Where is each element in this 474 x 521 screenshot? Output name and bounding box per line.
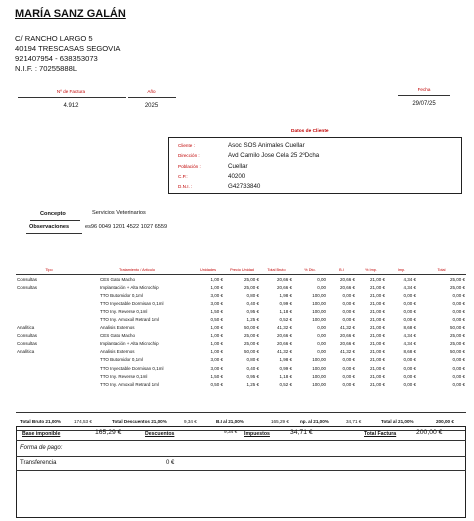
client-town-label: Población : <box>178 164 201 169</box>
cell-total: 0,00 € <box>452 357 465 363</box>
summary-rule-1 <box>16 440 466 441</box>
cell-tax: 0,00 € <box>403 365 416 371</box>
cell-discount: 0,00 <box>317 325 326 331</box>
concept-value: Servicios Veterinarios <box>92 210 146 216</box>
cell-type: Consultas <box>17 284 38 290</box>
cell-taxable-base: 41,32 € <box>339 349 355 355</box>
cell-type: Consultas <box>17 341 38 347</box>
cell-tax-rate: 21,00 € <box>369 308 385 314</box>
cell-treatment: Implantación + Alta Microchip <box>100 284 159 290</box>
cell-type <box>16 299 82 307</box>
payment-method-label: Forma de pago: <box>20 445 63 451</box>
cell-tax-rate: 21,00 € <box>369 325 385 331</box>
cell-tax: 8,68 € <box>403 325 416 331</box>
cell-discount: 100,00 <box>312 381 326 387</box>
cell-total: 0,00 € <box>452 317 465 323</box>
cell-taxable-base: 0,00 € <box>342 373 355 379</box>
issuer-phones: 921407954 - 638353073 <box>15 54 98 63</box>
invoice-number-label: Nº de Factura <box>56 89 86 94</box>
summary-base: 165,29 € <box>95 429 122 436</box>
cell-treatment: CES Gato Macho <box>100 333 136 339</box>
cell-gross: 1,98 € <box>279 357 292 363</box>
invoice-date-label: Fecha <box>417 87 431 92</box>
total-base-label: B.I al 21,00% <box>216 419 244 424</box>
cell-gross: 0,99 € <box>279 365 292 371</box>
cell-treatment: TTO Butomidor 0,1ml <box>100 292 143 298</box>
cell-tax-rate: 21,00 € <box>369 300 385 306</box>
table-row <box>16 356 466 364</box>
transfer-amount: 0 € <box>166 460 175 466</box>
cell-units: 1,00 € <box>210 276 223 282</box>
cell-total: 25,00 € <box>449 276 465 282</box>
cell-unit-price: 0,95 € <box>246 308 259 314</box>
cell-units: 3,00 € <box>210 300 223 306</box>
summary-taxes-label: Impuestos <box>244 431 270 437</box>
cell-taxable-base: 20,66 € <box>339 333 355 339</box>
cell-units: 1,50 € <box>210 373 223 379</box>
cell-total: 0,00 € <box>452 373 465 379</box>
cell-treatment: TTO Iny. Reverse 0,1ml <box>100 308 148 314</box>
total-amount-label: Total al 21,00% <box>381 419 414 424</box>
cell-gross: 0,99 € <box>279 300 292 306</box>
client-box <box>168 137 462 194</box>
cell-type <box>16 364 82 372</box>
cell-units: 0,50 € <box>210 317 223 323</box>
cell-type: Analítica <box>17 349 35 355</box>
cell-type: Analítica <box>17 325 35 331</box>
client-postcode-label: C.P.: <box>178 174 188 179</box>
cell-treatment: Analisis Externos <box>100 349 135 355</box>
invoice-number-rule <box>18 97 126 98</box>
cell-tax: 0,00 € <box>403 292 416 298</box>
cell-treatment: TTO Iny. Amoxoil Retrard 1ml <box>100 381 159 387</box>
cell-discount: 0,00 <box>317 284 326 290</box>
client-name: Asoc SOS Animales Cuellar <box>228 142 305 149</box>
cell-tax-rate: 21,00 € <box>369 357 385 363</box>
cell-taxable-base: 20,66 € <box>339 276 355 282</box>
table-row <box>16 348 466 356</box>
cell-type <box>16 315 82 323</box>
total-gross: 174,53 € <box>74 419 92 424</box>
cell-tax: 0,00 € <box>403 357 416 363</box>
cell-tax: 4,34 € <box>403 284 416 290</box>
cell-tax-rate: 21,00 € <box>369 341 385 347</box>
cell-units: 1,00 € <box>210 333 223 339</box>
cell-taxable-base: 20,66 € <box>339 284 355 290</box>
cell-tax: 0,00 € <box>403 381 416 387</box>
cell-taxable-base: 20,66 € <box>339 341 355 347</box>
cell-tax: 0,00 € <box>403 300 416 306</box>
summary-rule-2 <box>16 456 466 457</box>
cell-total: 0,00 € <box>452 300 465 306</box>
cell-units: 1,50 € <box>210 308 223 314</box>
cell-tax-rate: 21,00 € <box>369 373 385 379</box>
cell-total: 0,00 € <box>452 292 465 298</box>
cell-unit-price: 50,00 € <box>243 349 259 355</box>
cell-discount: 100,00 <box>312 308 326 314</box>
cell-taxable-base: 0,00 € <box>342 292 355 298</box>
cell-type <box>16 356 82 364</box>
cell-treatment: TTO Inyectable Dormisan 0,1ml <box>100 300 164 306</box>
cell-total: 50,00 € <box>449 349 465 355</box>
cell-discount: 0,00 <box>317 349 326 355</box>
cell-discount: 100,00 <box>312 373 326 379</box>
cell-unit-price: 25,00 € <box>243 333 259 339</box>
client-dni-label: D.N.I. : <box>178 184 193 189</box>
observations-label: Observaciones <box>29 224 70 230</box>
cell-discount: 0,00 <box>317 333 326 339</box>
col-header-tax-rate: % Imp. <box>356 266 386 275</box>
cell-discount: 0,00 <box>317 276 326 282</box>
cell-units: 3,00 € <box>210 292 223 298</box>
cell-type: Consultas <box>17 333 38 339</box>
col-header-discount: % Dto. <box>293 266 327 275</box>
cell-gross: 20,66 € <box>276 276 292 282</box>
invoice-year: 2025 <box>144 103 159 109</box>
table-row <box>16 291 466 299</box>
cell-tax: 8,68 € <box>403 349 416 355</box>
transfer-label: Transferencia <box>20 460 57 466</box>
table-row <box>16 307 466 315</box>
cell-total: 25,00 € <box>449 333 465 339</box>
cell-unit-price: 1,25 € <box>246 381 259 387</box>
cell-tax-rate: 21,00 € <box>369 333 385 339</box>
cell-gross: 20,66 € <box>276 284 292 290</box>
invoice-year-label: Año <box>147 89 156 94</box>
table-row <box>16 283 466 291</box>
summary-base-label: Base imponible <box>22 431 61 437</box>
cell-type: Consultas <box>17 276 38 282</box>
issuer-address: C/ RANCHO LARGO 5 <box>15 34 93 43</box>
cell-treatment: TTO Iny. Amoxoil Retrard 1ml <box>100 317 159 323</box>
col-header-units: Unidades <box>192 266 224 275</box>
col-header-taxable-base: B.I <box>327 266 356 275</box>
cell-taxable-base: 41,32 € <box>339 325 355 331</box>
invoice-date-rule <box>398 95 450 96</box>
cell-unit-price: 0,80 € <box>246 292 259 298</box>
invoice-year-rule <box>128 97 176 98</box>
cell-taxable-base: 0,00 € <box>342 300 355 306</box>
cell-gross: 0,52 € <box>279 317 292 323</box>
total-tax-label: np. al 21,00% <box>300 419 329 424</box>
cell-treatment: TTO Inyectable Dormisan 0,1ml <box>100 365 164 371</box>
cell-treatment: Implantación + Alta Microchip <box>100 341 159 347</box>
client-address-label: Dirección : <box>178 153 200 158</box>
cell-taxable-base: 0,00 € <box>342 308 355 314</box>
issuer-nif: N.I.F. : 70255888L <box>15 64 78 73</box>
cell-type <box>16 380 82 388</box>
cell-units: 0,50 € <box>210 381 223 387</box>
cell-tax: 4,34 € <box>403 276 416 282</box>
cell-tax-rate: 21,00 € <box>369 365 385 371</box>
cell-discount: 100,00 <box>312 357 326 363</box>
cell-tax: 4,34 € <box>403 333 416 339</box>
cell-gross: 20,66 € <box>276 341 292 347</box>
cell-gross: 1,18 € <box>279 373 292 379</box>
cell-units: 1,00 € <box>210 349 223 355</box>
cell-total: 50,00 € <box>449 325 465 331</box>
cell-type <box>16 372 82 380</box>
cell-discount: 100,00 <box>312 292 326 298</box>
cell-discount: 0,00 <box>317 341 326 347</box>
cell-total: 25,00 € <box>449 341 465 347</box>
table-row <box>16 364 466 372</box>
cell-tax: 0,00 € <box>403 373 416 379</box>
table-header-row <box>16 266 466 275</box>
cell-gross: 20,66 € <box>276 333 292 339</box>
cell-type <box>16 307 82 315</box>
total-discounts: 9,34 € <box>184 419 197 424</box>
cell-tax: 0,00 € <box>403 317 416 323</box>
cell-unit-price: 25,00 € <box>243 341 259 347</box>
total-base: 165,29 € <box>271 419 289 424</box>
cell-total: 0,00 € <box>452 365 465 371</box>
cell-taxable-base: 0,00 € <box>342 381 355 387</box>
summary-discounts-label: Descuentos <box>145 431 175 437</box>
concept-rule <box>30 220 80 221</box>
observations-value: es96 0049 1201 4522 1027 6559 <box>85 224 168 230</box>
cell-tax: 4,34 € <box>403 341 416 347</box>
table-row <box>16 340 466 348</box>
cell-unit-price: 0,80 € <box>246 357 259 363</box>
client-town: Cuellar <box>228 163 248 170</box>
cell-treatment: CES Gato Macho <box>100 276 136 282</box>
total-discounts-label: Total Descuentos 21,00% <box>112 419 167 424</box>
cell-tax-rate: 21,00 € <box>369 276 385 282</box>
cell-tax-rate: 21,00 € <box>369 284 385 290</box>
table-row <box>16 332 466 340</box>
total-gross-label: Total Bruto 21,00% <box>20 419 62 424</box>
cell-gross: 1,18 € <box>279 308 292 314</box>
invoice-date: 29/07/25 <box>412 101 436 107</box>
issuer-city: 40194 TRESCASAS SEGOVIA <box>15 44 121 53</box>
cell-total: 0,00 € <box>452 381 465 387</box>
col-header-unit-price: Precio Unidad <box>224 266 260 275</box>
table-row <box>16 324 466 332</box>
invoice-number: 4.912 <box>63 103 79 109</box>
total-amount: 200,00 € <box>436 419 454 424</box>
cell-treatment: TTO Butomidor 0,1ml <box>100 357 143 363</box>
col-header-total: Total <box>417 266 466 275</box>
issuer-name: MARÍA SANZ GALÁN <box>15 8 126 20</box>
cell-units: 3,00 € <box>210 365 223 371</box>
cell-tax-rate: 21,00 € <box>369 381 385 387</box>
client-section-title: Datos de Cliente <box>291 129 329 134</box>
cell-gross: 41,32 € <box>276 325 292 331</box>
col-header-treatment: Tratamiento / Artículo <box>82 266 192 275</box>
items-table <box>16 266 466 388</box>
cell-unit-price: 1,25 € <box>246 317 259 323</box>
cell-unit-price: 0,95 € <box>246 373 259 379</box>
cell-tax-rate: 21,00 € <box>369 317 385 323</box>
summary-total: 200,00 € <box>416 429 443 436</box>
cell-unit-price: 0,40 € <box>246 300 259 306</box>
cell-total: 25,00 € <box>449 284 465 290</box>
summary-rule-3 <box>16 470 466 471</box>
col-header-tax: Imp. <box>386 266 417 275</box>
table-row <box>16 315 466 323</box>
table-row <box>16 380 466 388</box>
observations-rule <box>26 233 82 234</box>
cell-tax-rate: 21,00 € <box>369 292 385 298</box>
summary-total-label: Total Factura <box>364 431 397 437</box>
cell-units: 1,00 € <box>210 341 223 347</box>
cell-tax-rate: 21,00 € <box>369 349 385 355</box>
table-row <box>16 275 466 284</box>
cell-unit-price: 50,00 € <box>243 325 259 331</box>
summary-discounts: 9,34 € <box>224 430 238 435</box>
cell-taxable-base: 0,00 € <box>342 365 355 371</box>
client-address: Avd Camilo Jose Cela 25 2ºDcha <box>228 152 320 159</box>
cell-gross: 41,32 € <box>276 349 292 355</box>
cell-unit-price: 0,40 € <box>246 365 259 371</box>
table-row <box>16 299 466 307</box>
cell-taxable-base: 0,00 € <box>342 317 355 323</box>
cell-discount: 100,00 <box>312 300 326 306</box>
table-row <box>16 372 466 380</box>
cell-discount: 100,00 <box>312 365 326 371</box>
cell-units: 1,00 € <box>210 325 223 331</box>
cell-taxable-base: 0,00 € <box>342 357 355 363</box>
client-postcode: 40200 <box>228 173 246 180</box>
cell-treatment: Analisis Externos <box>100 325 135 331</box>
cell-units: 3,00 € <box>210 357 223 363</box>
cell-discount: 100,00 <box>312 317 326 323</box>
cell-unit-price: 25,00 € <box>243 276 259 282</box>
col-header-type: Tipo <box>16 266 82 275</box>
cell-treatment: TTO Iny. Reverse 0,1ml <box>100 373 148 379</box>
cell-gross: 1,98 € <box>279 292 292 298</box>
cell-tax: 0,00 € <box>403 308 416 314</box>
cell-gross: 0,52 € <box>279 381 292 387</box>
cell-type <box>16 291 82 299</box>
cell-unit-price: 25,00 € <box>243 284 259 290</box>
client-dni: G42733840 <box>228 183 261 190</box>
total-tax: 34,71 € <box>346 419 362 424</box>
summary-taxes: 34,71 € <box>290 429 313 436</box>
cell-units: 1,00 € <box>210 284 223 290</box>
concept-label: Concepto <box>40 211 66 217</box>
col-header-gross: Total Bruto <box>260 266 293 275</box>
client-name-label: Cliente : <box>178 143 195 148</box>
cell-total: 0,00 € <box>452 308 465 314</box>
